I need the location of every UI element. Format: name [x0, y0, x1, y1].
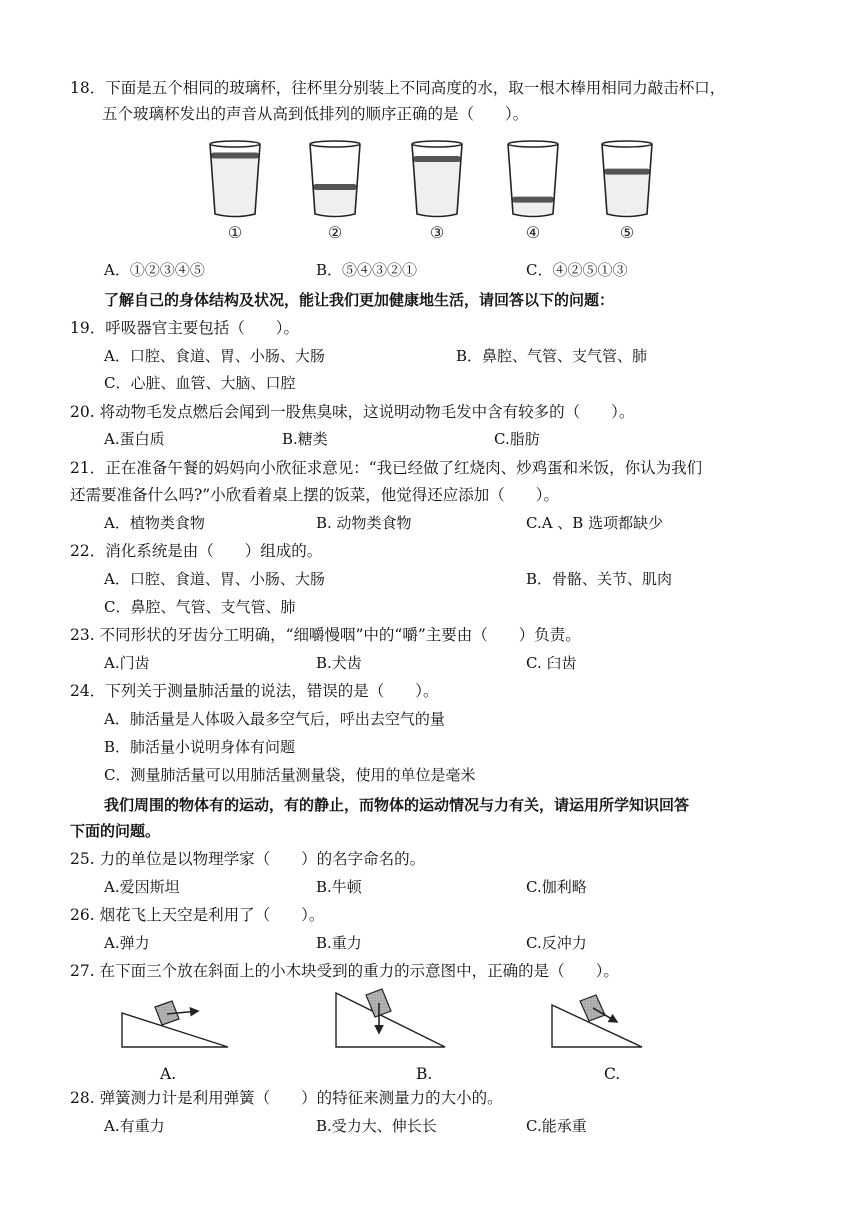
q18-option-a: A．①②③④⑤ [104, 261, 205, 279]
q25-stem: 25. 力的单位是以物理学家（ ）的名字命名的。 [70, 850, 426, 868]
incline-figures [110, 985, 650, 1055]
q25-option-c: C.伽利略 [526, 878, 587, 896]
q18-stem-line2: 五个玻璃杯发出的声音从高到低排列的顺序正确的是（ ）。 [102, 105, 529, 123]
q24-option-a: A．肺活量是人体吸入最多空气后，呼出去空气的量 [104, 710, 445, 728]
q23-option-b: B.犬齿 [316, 654, 362, 672]
q18-stem-line1: 18．下面是五个相同的玻璃杯，往杯里分别装上不同高度的水，取一根木棒用相同力敲击杯口， [70, 79, 726, 97]
water-surface-2 [313, 184, 357, 190]
q27-stem: 27. 在下面三个放在斜面上的小木块受到的重力的示意图中，正确的是（ ）。 [70, 962, 619, 980]
q26-option-b: B.重力 [316, 934, 362, 952]
water-5 [604, 171, 650, 214]
q27-label-b: B. [416, 1065, 433, 1083]
section1-heading: 了解自己的身体结构及状况，能让我们更加健康地生活，请回答以下的问题： [104, 291, 615, 309]
q27-label-a: A. [160, 1065, 177, 1083]
q22-option-b: B．骨骼、关节、肌肉 [526, 570, 673, 588]
water-2 [313, 186, 357, 214]
water-3 [413, 158, 461, 214]
q27-label-c: C. [604, 1065, 621, 1083]
q28-option-c: C.能承重 [526, 1117, 587, 1135]
q22-stem: 22．消化系统是由（ ）组成的。 [70, 542, 323, 560]
q28-option-b: B.受力大、伸长长 [316, 1117, 437, 1135]
q23-stem: 23. 不同形状的牙齿分工明确，“细嚼慢咽”中的“嚼”主要由（ ）负责。 [70, 626, 581, 644]
q26-stem: 26. 烟花飞上天空是利用了（ ）。 [70, 906, 325, 924]
q28-stem: 28. 弹簧测力计是利用弹簧（ ）的特征来测量力的大小的。 [70, 1089, 503, 1107]
q21-option-a: A．植物类食物 [104, 514, 205, 532]
q20-stem: 20. 将动物毛发点燃后会闻到一股焦臭味，这说明动物毛发中含有较多的（ ）。 [70, 403, 635, 421]
q22-option-a: A．口腔、食道、胃、小肠、大肠 [104, 570, 325, 588]
incline-b [336, 989, 445, 1047]
q20-option-b: B.糖类 [282, 430, 328, 448]
glass-4 [508, 141, 558, 242]
q19-option-b: B．鼻腔、气管、支气管、肺 [456, 347, 648, 365]
q28-option-a: A.有重力 [104, 1117, 165, 1135]
q19-option-a: A．口腔、食道、胃、小肠、大肠 [104, 347, 325, 365]
incline-c [552, 995, 642, 1047]
q26-option-a: A.弹力 [104, 934, 150, 952]
q24-option-b: B．肺活量小说明身体有问题 [104, 738, 296, 756]
water-surface-1 [211, 153, 260, 159]
glass-label-4: ④ [525, 223, 541, 242]
section2-heading-line1: 我们周围的物体有的运动，有的静止，而物体的运动情况与力有关，请运用所学知识回答 [104, 796, 690, 814]
glass-3 [412, 141, 462, 242]
water-surface-3 [413, 156, 461, 162]
q23-option-c: C. 臼齿 [526, 654, 577, 672]
q19-option-c: C．心脏、血管、大脑、口腔 [104, 374, 296, 392]
q20-option-a: A.蛋白质 [104, 430, 165, 448]
incline-a [122, 1001, 228, 1047]
q24-stem: 24．下列关于测量肺活量的说法，错误的是（ ）。 [70, 682, 439, 700]
q24-option-c: C．测量肺活量可以用肺活量测量袋，使用的单位是毫米 [104, 766, 476, 784]
glasses-figure [200, 138, 670, 248]
water-surface-5 [604, 169, 650, 175]
glass-label-2: ② [327, 223, 343, 242]
water-1 [211, 155, 260, 215]
q18-option-c: C．④②⑤①③ [526, 261, 628, 279]
q22-option-c: C．鼻腔、气管、支气管、肺 [104, 598, 296, 616]
glass-1 [210, 141, 260, 242]
q25-option-b: B.牛顿 [316, 878, 362, 896]
q21-option-b: B. 动物类食物 [316, 514, 412, 532]
glass-2 [310, 141, 360, 242]
q26-option-c: C.反冲力 [526, 934, 587, 952]
q21-option-c: C.A 、B 选项都缺少 [526, 514, 664, 532]
q19-stem: 19．呼吸器官主要包括（ ）。 [70, 319, 299, 337]
glass-5 [602, 141, 652, 242]
q20-option-c: C.脂肪 [494, 430, 540, 448]
section2-heading-line2: 下面的问题。 [70, 822, 161, 840]
q21-stem-line2: 还需要准备什么吗?”小欣看着桌上摆的饭菜，他觉得还应添加（ ）。 [70, 486, 559, 504]
glass-label-3: ③ [429, 223, 445, 242]
glass-label-1: ① [227, 223, 243, 242]
water-surface-4 [512, 197, 554, 203]
glass-label-5: ⑤ [619, 223, 635, 242]
q23-option-a: A.门齿 [104, 654, 150, 672]
q21-stem-line1: 21．正在准备午餐的妈妈向小欣征求意见：“我已经做了红烧肉、炒鸡蛋和米饭，你认为我们 [70, 459, 703, 477]
q25-option-a: A.爱因斯坦 [104, 878, 180, 896]
q18-option-b: B．⑤④③②① [316, 261, 418, 279]
